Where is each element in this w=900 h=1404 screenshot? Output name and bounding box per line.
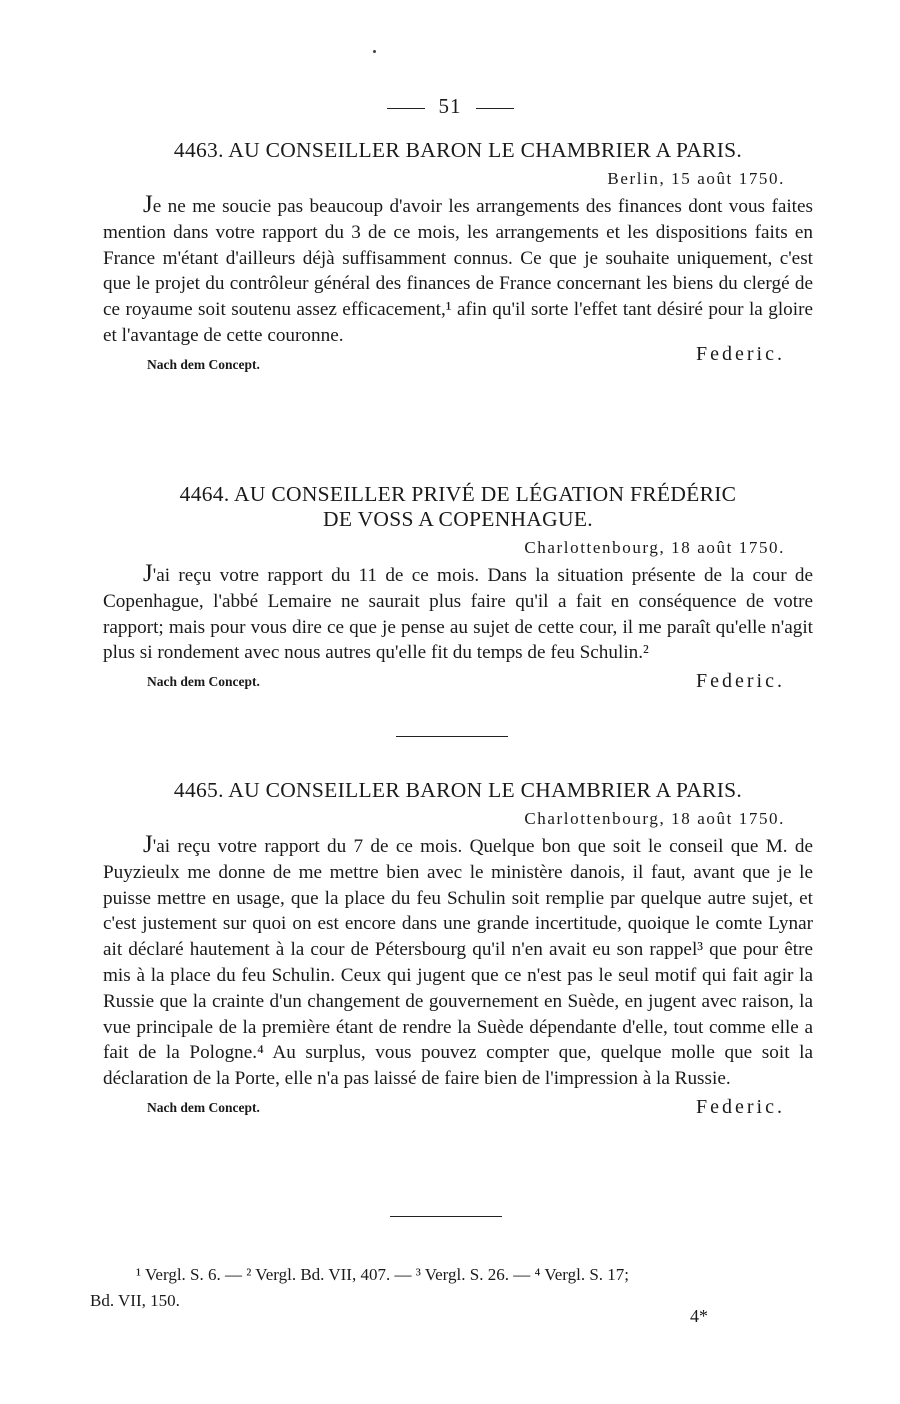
letter-heading-line1: 4464. AU CONSEILLER PRIVÉ DE LÉGATION FRÉDÉRIC <box>179 482 737 506</box>
letter-body: J'ai reçu votre rapport du 11 de ce mois. Dans la situation présente de la cour de Copenhague, l'abbé Lemaire ne saurait plus faire qu'il a fait en conséquence de votre rapport; mais pour vous dire ce que je pense au sujet de cette cour, il me paraît qu'elle n'agit plus si rondement avec nous autres qu'elle fit du temps de feu Schulin.² <box>103 560 813 664</box>
source-note: Nach dem Concept. <box>147 1099 260 1115</box>
letter-body: J'ai reçu votre rapport du 7 de ce mois. Quelque bon que soit le conseil que M. de Puyzieulx me donne de me mettre bien avec le ministère danois, il faut, avant que je le puisse mettre en usage, que la place du feu Schulin soit remplie par quelque autre sujet, et c'est justement sur quoi on est encore dans une grande incertitude, quoique le comte Lynar ait déclaré hautement à la cour de Pétersbourg qu'il n'en avait eu son rappel³ que pour être mis à la place du feu Schulin. Ceux qui jugent que ce n'est pas le seul motif qui fait agir la Russie que la crainte d'un changement de gouvernement en Suède, en jugent avec raison, la vue principale de la première étant de rendre la Suède dépendante d'elle, tout comme elle a fait de la Pologne.⁴ Au surplus, vous pouvez compter que, quelque molle que soit la déclaration de la Porte, elle n'a pas laissé de faire bien de l'impression à la Russie. <box>103 831 813 1090</box>
letter-4465 <box>103 778 813 1124</box>
letter-footer <box>103 1095 813 1124</box>
ink-speck <box>373 50 376 53</box>
signature: Federic. <box>696 670 785 693</box>
section-divider <box>396 736 508 737</box>
letter-heading: 4465. AU CONSEILLER BARON LE CHAMBRIER A PARIS. <box>173 778 743 802</box>
footnotes-line2: Bd. VII, 150. <box>90 1291 180 1310</box>
signature: Federic. <box>696 342 785 365</box>
letter-body: Je ne me soucie pas beaucoup d'avoir les arrangements des finances dont vous faites mention dans votre rapport du 3 de ce mois, les arrangements et les dispositions faits en France m'étant d'ailleurs déjà suffisamment connus. Ce que je souhaite uniquement, c'est que le projet du contrôleur général des finances de France concernant les biens du clergé de ce royaume soit soutenu assez efficacement,¹ afin qu'il sorte l'effet tant désiré pour la gloire et l'avantage de cette couronne. <box>103 191 813 346</box>
letter-4463 <box>103 138 813 372</box>
footnotes-line1: ¹ Vergl. S. 6. — ² Vergl. Bd. VII, 407. — ³ Vergl. S. 26. — ⁴ Vergl. S. 17; <box>136 1265 630 1284</box>
letter-heading: 4463. AU CONSEILLER BARON LE CHAMBRIER A PARIS. <box>173 138 743 162</box>
place-date: Charlottenbourg, 18 août 1750. <box>524 809 785 828</box>
letter-footer <box>103 672 813 698</box>
letter-footer <box>103 342 813 372</box>
place-date: Charlottenbourg, 18 août 1750. <box>524 538 785 557</box>
sheet-signature: 4* <box>690 1306 708 1326</box>
source-note: Nach dem Concept. <box>147 356 260 372</box>
letter-heading-line2: DE VOSS A COPENHAGUE. <box>323 507 593 531</box>
signature: Federic. <box>696 1095 785 1118</box>
page-number: 51 <box>0 94 900 119</box>
source-note: Nach dem Concept. <box>147 674 260 690</box>
section-divider <box>390 1216 502 1217</box>
letter-4464 <box>103 482 813 698</box>
place-date: Berlin, 15 août 1750. <box>607 169 785 188</box>
